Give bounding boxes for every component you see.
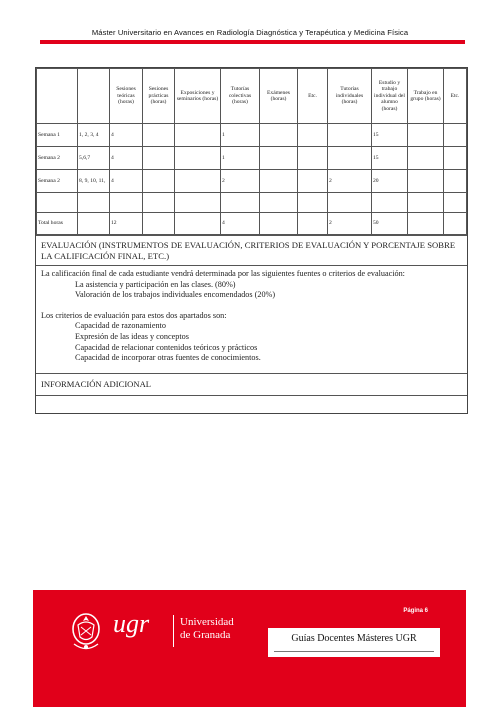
- table-cell: [175, 170, 221, 193]
- table-cell: [260, 124, 298, 147]
- page-footer: [33, 590, 466, 707]
- table-cell: [175, 193, 221, 213]
- table-cell: [37, 193, 78, 213]
- university-name-line: Universidad: [180, 616, 234, 628]
- table-cell: 2: [328, 213, 372, 235]
- evaluation-body: [36, 265, 467, 373]
- column-header: Etc.: [298, 69, 328, 124]
- table-cell: [444, 147, 467, 170]
- table-cell: [298, 193, 328, 213]
- table-cell: 2: [221, 170, 260, 193]
- table-cell: 5,6,7: [78, 147, 110, 170]
- table-cell: [444, 193, 467, 213]
- table-header-row: [37, 69, 467, 124]
- table-row: [37, 193, 467, 213]
- table-cell: 8, 9, 10, 11,: [78, 170, 110, 193]
- table-cell: [408, 213, 444, 235]
- table-cell: 20: [372, 170, 408, 193]
- table-cell: [260, 193, 298, 213]
- criteria-intro: Los criterios de evaluación para estos dos apartados son:: [41, 310, 227, 320]
- table-row: [37, 213, 467, 235]
- table-cell: Semana 2: [37, 170, 78, 193]
- table-row: [37, 124, 467, 147]
- table-cell: 1: [221, 124, 260, 147]
- ugr-wordmark: ugr: [113, 609, 150, 638]
- table-cell: [143, 193, 175, 213]
- column-header: Tutorías colectivas (horas): [221, 69, 260, 124]
- table-cell: [328, 193, 372, 213]
- table-cell: [298, 124, 328, 147]
- table-cell: 1, 2, 3, 4: [78, 124, 110, 147]
- table-cell: [444, 213, 467, 235]
- additional-info-heading: INFORMACIÓN ADICIONAL: [36, 373, 467, 395]
- evaluation-source: Valoración de los trabajos individuales encomendados (20%): [75, 290, 276, 300]
- table-cell: [408, 124, 444, 147]
- column-header: Exposiciones y seminarios (horas): [175, 69, 221, 124]
- logo-divider: [173, 615, 174, 647]
- table-cell: [78, 213, 110, 235]
- table-cell: 15: [372, 147, 408, 170]
- table-cell: [221, 193, 260, 213]
- university-name: [180, 616, 234, 642]
- header-rule: [40, 40, 465, 44]
- table-cell: [372, 193, 408, 213]
- table-cell: [408, 193, 444, 213]
- table-cell: [408, 147, 444, 170]
- column-header: Exámenes (horas): [260, 69, 298, 124]
- table-cell: [298, 147, 328, 170]
- hours-table: [36, 68, 467, 235]
- column-header: [78, 69, 110, 124]
- table-row: [37, 147, 467, 170]
- table-cell: 50: [372, 213, 408, 235]
- evaluation-source: La asistencia y participación en las clases. (80%): [75, 279, 236, 289]
- column-header: Estudio y trabajo individual del alumno (horas): [372, 69, 408, 124]
- criteria-item: Capacidad de incorporar otras fuentes de conocimientos.: [75, 353, 261, 363]
- table-cell: [143, 124, 175, 147]
- table-cell: 15: [372, 124, 408, 147]
- table-cell: 4: [110, 147, 143, 170]
- table-cell: 1: [221, 147, 260, 170]
- document-header-title: Máster Universitario en Avances en Radiología Diagnóstica y Terapéutica y Medicina Física: [91, 28, 409, 37]
- evaluation-section: [36, 235, 467, 413]
- table-cell: [408, 170, 444, 193]
- guides-badge-text: Guías Docentes Másteres UGR: [291, 633, 417, 644]
- badge-underline: [274, 651, 434, 652]
- criteria-item: Expresión de las ideas y conceptos: [75, 331, 189, 341]
- table-cell: 2: [328, 170, 372, 193]
- table-cell: [260, 170, 298, 193]
- column-header: Trabajo en grupo (horas): [408, 69, 444, 124]
- page-number: Página 6: [403, 608, 428, 614]
- table-cell: [143, 213, 175, 235]
- table-cell: [298, 213, 328, 235]
- guides-badge: [268, 628, 440, 657]
- table-cell: [175, 124, 221, 147]
- table-cell: [328, 147, 372, 170]
- table-cell: Semana 2: [37, 147, 78, 170]
- table-cell: 12: [110, 213, 143, 235]
- table-cell: [260, 147, 298, 170]
- table-cell: 4: [110, 124, 143, 147]
- table-cell: [328, 124, 372, 147]
- content-frame: [35, 67, 468, 414]
- table-cell: 4: [221, 213, 260, 235]
- additional-info-body: [36, 395, 467, 413]
- table-cell: [298, 170, 328, 193]
- table-cell: [175, 213, 221, 235]
- table-cell: [143, 147, 175, 170]
- university-logo: [67, 607, 247, 657]
- column-header: Tutorías individuales (horas): [328, 69, 372, 124]
- table-cell: Total horas: [37, 213, 78, 235]
- table-cell: [260, 213, 298, 235]
- table-cell: [78, 193, 110, 213]
- table-cell: [444, 124, 467, 147]
- evaluation-heading: EVALUACIÓN (INSTRUMENTOS DE EVALUACIÓN, CRITERIOS DE EVALUACIÓN Y PORCENTAJE SOBRE LA CALIFICACIÓN FINAL, ETC.): [41, 240, 456, 261]
- table-cell: [110, 193, 143, 213]
- column-header: [37, 69, 78, 124]
- column-header: Etc.: [444, 69, 467, 124]
- column-header: Sesiones teóricas (horas): [110, 69, 143, 124]
- criteria-item: Capacidad de relacionar contenidos teóricos y prácticos: [75, 342, 258, 352]
- evaluation-intro: La calificación final de cada estudiante vendrá determinada por las siguientes fuentes o criterios de evaluación:: [41, 269, 405, 278]
- table-cell: [143, 170, 175, 193]
- table-cell: [444, 170, 467, 193]
- column-header: Sesiones prácticas (horas): [143, 69, 175, 124]
- criteria-item: Capacidad de razonamiento: [75, 321, 166, 331]
- table-row: [37, 170, 467, 193]
- table-cell: Semana 1: [37, 124, 78, 147]
- university-seal-icon: [67, 607, 105, 655]
- table-cell: [175, 147, 221, 170]
- university-name-line: de Granada: [180, 629, 231, 641]
- table-cell: 4: [110, 170, 143, 193]
